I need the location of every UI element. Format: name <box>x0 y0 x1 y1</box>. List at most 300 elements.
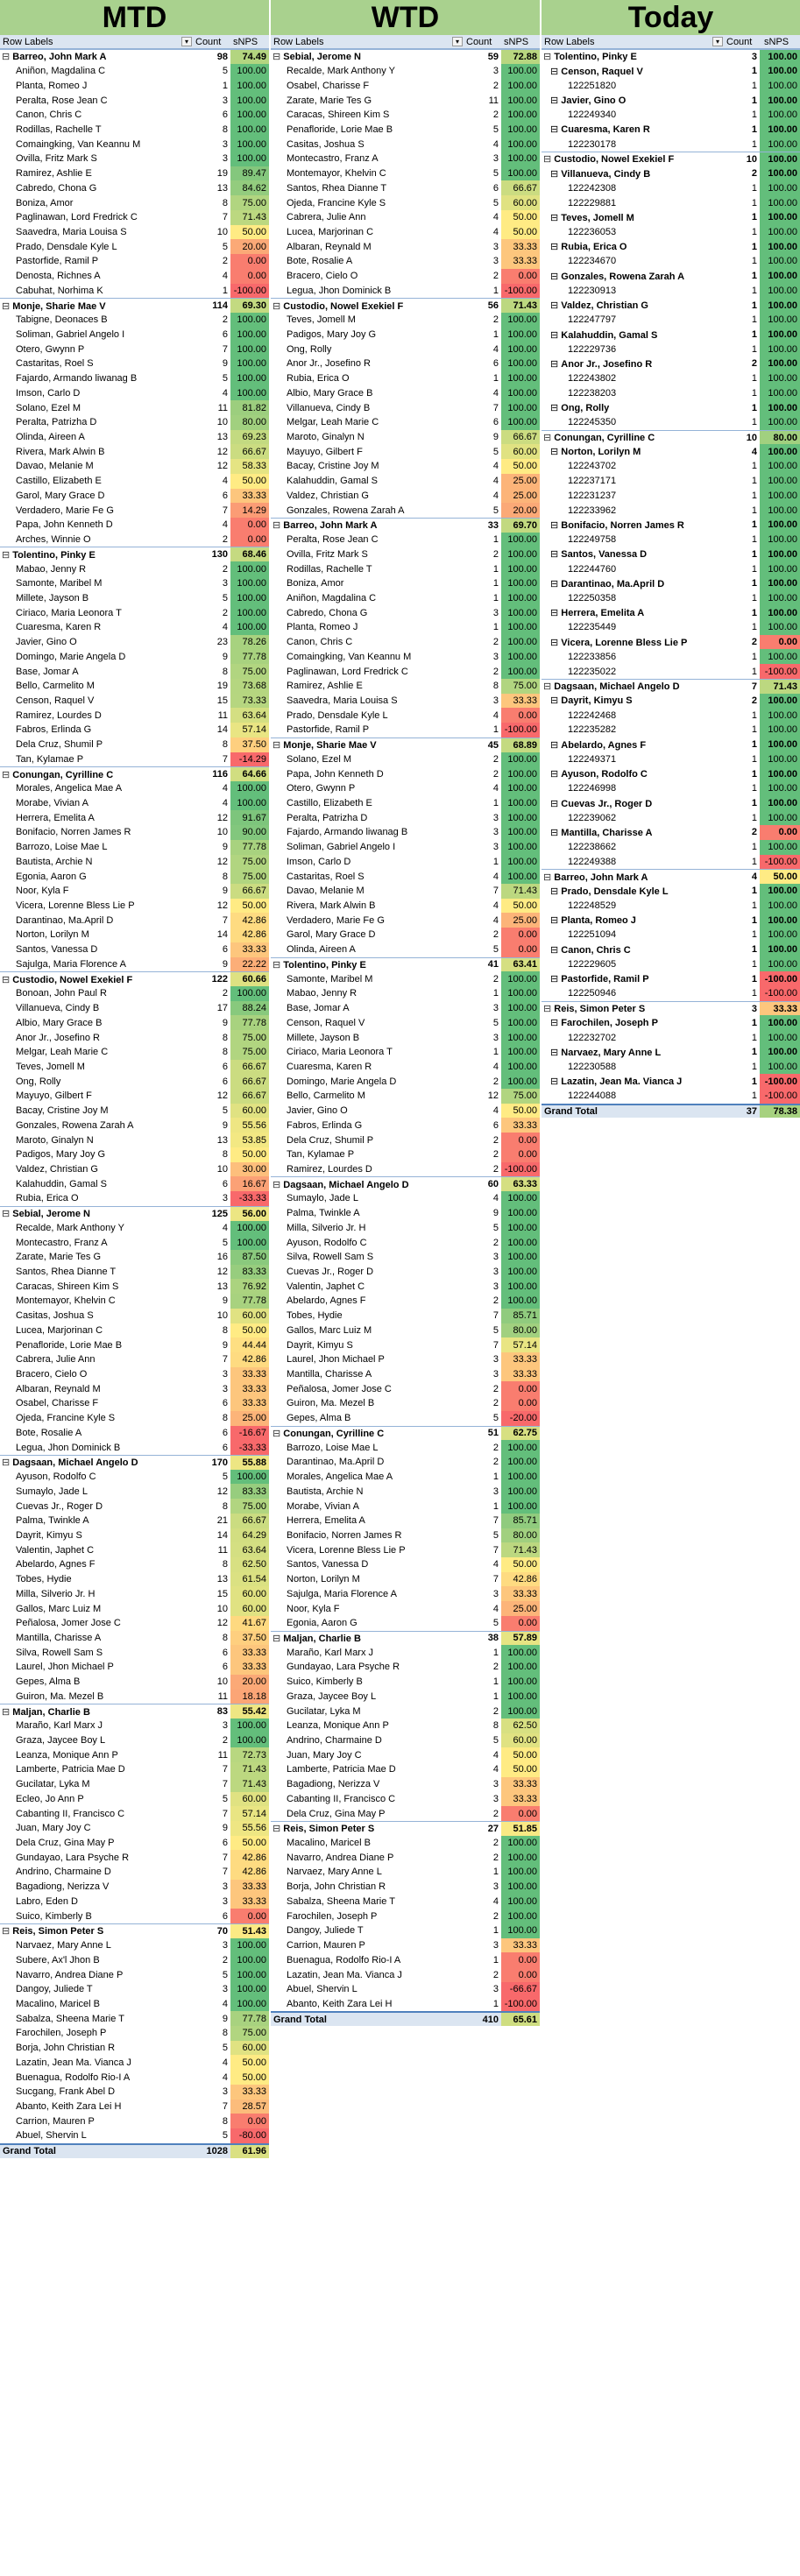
member-row <box>0 957 269 972</box>
row-label: Base, Jomar A <box>16 666 79 677</box>
snps-cell: 83.33 <box>230 1484 269 1499</box>
count-cell: 5 <box>492 944 499 956</box>
row-label: 122229736 <box>568 343 617 355</box>
count-cell: 21 <box>216 1515 228 1527</box>
count-cell: 5 <box>222 1237 228 1248</box>
count-cell: 27 <box>487 1823 499 1834</box>
row-label: Mantilla, Charisse A <box>287 1369 372 1380</box>
ticket-row <box>542 1089 800 1104</box>
count-cell: 2 <box>492 1705 499 1717</box>
count-cell: 1 <box>751 548 757 560</box>
snps-cell: 100.00 <box>501 825 540 840</box>
ticket-row <box>542 708 800 723</box>
snps-cell: 25.00 <box>501 489 540 504</box>
snps-cell: 33.33 <box>230 1396 269 1411</box>
row-label: 122250946 <box>568 988 617 999</box>
snps-cell: 68.46 <box>230 547 269 561</box>
row-label: Noor, Kyla F <box>16 886 69 897</box>
row-label: 122233962 <box>568 505 617 516</box>
count-cell: 3 <box>492 842 499 853</box>
count-cell: 13 <box>216 1134 228 1146</box>
group-row[interactable] <box>542 1001 800 1016</box>
member-row <box>271 386 540 401</box>
group-row[interactable] <box>271 1176 540 1191</box>
snps-cell: -100.00 <box>501 723 540 738</box>
member-row[interactable] <box>542 298 800 313</box>
ticket-row <box>542 489 800 504</box>
snps-cell: 66.67 <box>230 1074 269 1089</box>
count-cell: 3 <box>492 1486 499 1497</box>
group-row[interactable] <box>271 298 540 313</box>
row-label: Borja, John Christian R <box>16 2043 116 2054</box>
member-row[interactable] <box>542 694 800 709</box>
group-row[interactable] <box>542 152 800 166</box>
count-cell: 4 <box>492 1061 499 1072</box>
row-label: Rodillas, Rachelle T <box>16 124 102 135</box>
member-row[interactable] <box>542 942 800 957</box>
count-cell: 1 <box>751 798 757 809</box>
snps-cell: 75.00 <box>230 855 269 870</box>
member-row[interactable] <box>542 444 800 459</box>
member-row <box>271 942 540 957</box>
group-row[interactable] <box>0 971 269 986</box>
member-row[interactable] <box>542 547 800 561</box>
member-row <box>271 1265 540 1280</box>
count-cell: 8 <box>222 1559 228 1570</box>
row-label: ⊟ Ayuson, Rodolfo C <box>542 768 735 780</box>
member-row[interactable] <box>542 1074 800 1089</box>
row-label: Legua, Jhon Dominick B <box>287 285 392 296</box>
count-cell: 3 <box>492 1779 499 1790</box>
member-row[interactable] <box>542 328 800 342</box>
filter-dropdown-icon[interactable]: ▾ <box>181 37 192 46</box>
member-row[interactable] <box>542 1045 800 1060</box>
filter-dropdown-icon[interactable]: ▾ <box>452 37 463 46</box>
ticket-row <box>542 664 800 679</box>
group-row[interactable] <box>271 1426 540 1441</box>
ticket-row <box>542 899 800 914</box>
member-row <box>271 400 540 415</box>
count-cell: 1 <box>751 1061 757 1072</box>
count-cell: 7 <box>222 1764 228 1775</box>
row-label: Noor, Kyla F <box>287 1603 340 1614</box>
snps-cell: 100.00 <box>760 50 800 64</box>
member-row[interactable] <box>542 356 800 371</box>
snps-cell: 81.82 <box>230 400 269 415</box>
snps-cell: 100.00 <box>760 796 800 811</box>
count-cell: 12 <box>216 1618 228 1629</box>
snps-cell: 14.29 <box>230 503 269 518</box>
member-row <box>0 1952 269 1967</box>
snps-cell: -16.67 <box>230 1426 269 1441</box>
row-label: Morabe, Vivian A <box>16 798 88 809</box>
snps-cell: 69.23 <box>230 430 269 445</box>
group-row[interactable] <box>0 547 269 561</box>
count-cell: 17 <box>216 1003 228 1014</box>
member-row[interactable] <box>542 913 800 928</box>
row-label: ⊟ Mantilla, Charisse A <box>542 827 735 838</box>
member-row <box>271 1997 540 2012</box>
row-label: Dangoy, Juliede T <box>16 1984 93 1995</box>
count-cell: 4 <box>222 2057 228 2068</box>
snps-cell: 100.00 <box>501 1191 540 1206</box>
member-row <box>271 1030 540 1045</box>
member-row <box>0 1265 269 1280</box>
member-row[interactable] <box>542 1015 800 1030</box>
member-row <box>0 430 269 445</box>
snps-cell: 57.14 <box>230 1806 269 1821</box>
row-label: Gepes, Alma B <box>287 1413 351 1424</box>
row-label: Carrion, Mauren P <box>16 2115 95 2127</box>
snps-cell: 33.33 <box>230 2085 269 2100</box>
member-row <box>0 180 269 195</box>
member-row <box>271 1133 540 1147</box>
member-row[interactable] <box>542 605 800 620</box>
member-row[interactable] <box>542 210 800 225</box>
snps-cell: 100.00 <box>501 108 540 123</box>
count-cell: 4 <box>222 798 228 809</box>
count-cell: 5 <box>222 1471 228 1483</box>
member-row[interactable] <box>542 635 800 650</box>
count-cell: 12 <box>216 446 228 457</box>
snps-cell: 50.00 <box>230 474 269 489</box>
ticket-row <box>542 195 800 210</box>
group-row[interactable] <box>271 957 540 972</box>
snps-cell: 100.00 <box>501 766 540 781</box>
count-cell: 12 <box>216 1090 228 1102</box>
member-row <box>271 1880 540 1895</box>
snps-cell: 100.00 <box>501 1645 540 1660</box>
row-label: Millete, Jayson B <box>16 592 89 603</box>
row-label: Lucea, Marjorinan C <box>287 226 374 237</box>
snps-cell: 100.00 <box>501 547 540 561</box>
row-label: Bautista, Archie N <box>287 1486 364 1497</box>
member-row <box>0 328 269 342</box>
snps-cell: 100.00 <box>230 1938 269 1953</box>
snps-cell: 77.78 <box>230 649 269 664</box>
count-cell: 1 <box>751 197 757 208</box>
group-row[interactable] <box>542 869 800 884</box>
count-cell: 1 <box>492 724 499 736</box>
group-row[interactable] <box>271 738 540 752</box>
member-row <box>271 1089 540 1104</box>
count-cell: 125 <box>211 1208 228 1219</box>
mtd-panel <box>0 0 269 2158</box>
snps-cell: 100.00 <box>501 855 540 870</box>
count-cell: 2 <box>492 1442 499 1453</box>
row-label: Papa, John Kenneth D <box>16 519 113 531</box>
member-row <box>0 1176 269 1191</box>
member-row[interactable] <box>542 64 800 79</box>
snps-cell: 50.00 <box>501 225 540 240</box>
count-cell: 2 <box>222 563 228 575</box>
count-cell: 4 <box>222 783 228 794</box>
snps-cell: -100.00 <box>760 1089 800 1104</box>
member-row[interactable] <box>542 971 800 986</box>
member-row[interactable] <box>542 400 800 415</box>
member-row <box>0 1806 269 1821</box>
member-row <box>0 356 269 371</box>
snps-cell: 53.85 <box>230 1133 269 1147</box>
count-cell: 1 <box>492 563 499 575</box>
member-row <box>271 1221 540 1236</box>
count-cell: 4 <box>222 519 228 531</box>
ticket-row <box>542 342 800 356</box>
count-cell: 1 <box>751 709 757 721</box>
row-label: 122244088 <box>568 1090 617 1102</box>
member-row <box>271 108 540 123</box>
row-label: Suico, Kimberly B <box>16 1910 92 1922</box>
group-row[interactable] <box>271 518 540 533</box>
row-label: Palma, Twinkle A <box>16 1515 89 1527</box>
member-row <box>0 840 269 855</box>
ticket-row <box>542 225 800 240</box>
count-cell: 1 <box>492 373 499 385</box>
member-row[interactable] <box>542 576 800 591</box>
snps-cell: 44.44 <box>230 1337 269 1352</box>
snps-cell: 100.00 <box>760 459 800 474</box>
row-label: Dela Cruz, Gina May P <box>16 1838 115 1849</box>
row-label: Maraño, Karl Marx J <box>16 1720 103 1732</box>
count-cell: 1 <box>751 212 757 223</box>
row-label: Saavedra, Maria Louisa S <box>16 226 127 237</box>
member-row <box>0 108 269 123</box>
snps-cell: 100.00 <box>230 386 269 401</box>
member-row <box>0 664 269 679</box>
count-cell: 1 <box>751 592 757 603</box>
snps-cell: 100.00 <box>230 313 269 328</box>
filter-dropdown-icon[interactable]: ▾ <box>712 37 723 46</box>
member-row[interactable] <box>542 884 800 899</box>
member-row <box>271 1762 540 1777</box>
group-row[interactable] <box>0 1206 269 1221</box>
count-cell: 4 <box>492 1895 499 1907</box>
group-row[interactable] <box>271 1821 540 1836</box>
group-row[interactable] <box>0 1704 269 1719</box>
member-row <box>0 64 269 79</box>
member-row <box>0 2100 269 2114</box>
row-label: Grand Total <box>544 1106 598 1118</box>
count-cell: 10 <box>216 1310 228 1322</box>
member-row <box>271 1660 540 1675</box>
snps-cell: 100.00 <box>501 1001 540 1016</box>
snps-cell: 42.86 <box>230 1865 269 1880</box>
snps-cell: 100.00 <box>501 1470 540 1485</box>
count-cell: 4 <box>492 783 499 794</box>
ticket-row <box>542 313 800 328</box>
member-row <box>0 899 269 914</box>
count-cell: 9 <box>222 1339 228 1351</box>
snps-cell: 75.00 <box>230 1499 269 1514</box>
snps-cell: 100.00 <box>760 371 800 386</box>
snps-cell: 65.61 <box>501 2013 540 2026</box>
snps-cell: 42.86 <box>230 1352 269 1367</box>
count-cell: 16 <box>216 1252 228 1263</box>
snps-cell: -33.33 <box>230 1191 269 1206</box>
count-cell: 2 <box>492 1237 499 1248</box>
member-row[interactable] <box>542 825 800 840</box>
ticket-row <box>542 752 800 767</box>
count-cell: 8 <box>222 1324 228 1336</box>
count-cell: 7 <box>492 886 499 897</box>
member-row <box>271 1704 540 1719</box>
panel-title: WTD <box>271 0 540 35</box>
member-row <box>271 1865 540 1880</box>
member-row[interactable] <box>542 269 800 284</box>
row-label: Imson, Carlo D <box>287 856 351 867</box>
group-row[interactable] <box>0 1923 269 1938</box>
count-cell: 2 <box>751 168 757 180</box>
snps-cell: 100.00 <box>230 1967 269 1982</box>
row-label: ⊟ Barreo, John Mark A <box>542 872 735 883</box>
snps-cell: 100.00 <box>760 899 800 914</box>
row-label: Farochilen, Joseph P <box>287 1910 378 1922</box>
snps-cell: 69.30 <box>230 299 269 313</box>
ticket-row <box>542 957 800 972</box>
row-label: Buenagua, Rodolfo Rio-I A <box>287 1954 401 1966</box>
count-cell: 5 <box>222 592 228 603</box>
snps-cell: 100.00 <box>501 356 540 371</box>
row-label: Pastorfide, Ramil P <box>16 256 99 267</box>
member-row[interactable] <box>542 796 800 811</box>
count-cell: 116 <box>212 769 228 780</box>
snps-cell: 100.00 <box>760 1045 800 1060</box>
snps-cell: 63.41 <box>501 958 540 972</box>
group-row[interactable] <box>542 430 800 445</box>
snps-cell: 100.00 <box>760 591 800 606</box>
row-label: Villanueva, Cindy B <box>16 1003 100 1014</box>
group-row[interactable] <box>542 49 800 64</box>
member-row <box>271 195 540 210</box>
snps-cell: 83.33 <box>230 1265 269 1280</box>
member-row <box>0 796 269 811</box>
group-row[interactable] <box>542 679 800 694</box>
row-label: Barrozo, Loise Mae L <box>287 1442 379 1453</box>
row-label: Dela Cruz, Shumil P <box>16 739 103 751</box>
snps-cell: 100.00 <box>501 576 540 591</box>
member-row[interactable] <box>542 738 800 752</box>
member-row[interactable] <box>542 166 800 181</box>
count-cell: 1 <box>751 842 757 853</box>
group-row[interactable] <box>0 298 269 313</box>
member-row <box>0 78 269 93</box>
snps-cell: 57.14 <box>501 1337 540 1352</box>
member-row[interactable] <box>542 239 800 254</box>
row-label: 122249340 <box>568 109 617 121</box>
count-cell: 4 <box>492 900 499 912</box>
member-row <box>271 180 540 195</box>
row-label: Arches, Winnie O <box>16 534 91 546</box>
count-cell: 1 <box>492 329 499 341</box>
group-row[interactable] <box>0 1455 269 1470</box>
snps-cell: 80.00 <box>501 1528 540 1543</box>
member-row <box>271 93 540 108</box>
snps-cell: 100.00 <box>501 313 540 328</box>
member-row <box>271 415 540 430</box>
count-cell: 5 <box>492 197 499 208</box>
member-row <box>271 1675 540 1690</box>
count-cell: 1 <box>751 329 757 341</box>
row-label: ⊟ Narvaez, Mary Anne L <box>542 1047 735 1058</box>
member-row <box>0 239 269 254</box>
snps-cell: 33.33 <box>230 942 269 957</box>
row-label: Cuaresma, Karen R <box>16 622 102 633</box>
count-cell: 1 <box>492 856 499 867</box>
member-row <box>0 1337 269 1352</box>
snps-cell: 0.00 <box>501 1616 540 1631</box>
count-cell: 6 <box>222 1647 228 1658</box>
count-cell: 19 <box>216 168 228 180</box>
count-cell: 8 <box>222 871 228 882</box>
row-label: Guiron, Ma. Mezel B <box>16 1690 104 1702</box>
snps-cell: 60.00 <box>230 1104 269 1119</box>
count-cell: 2 <box>751 827 757 838</box>
member-row <box>271 1309 540 1323</box>
ticket-row <box>542 855 800 870</box>
row-label: ⊟ Tolentino, Pinky E <box>0 549 206 561</box>
row-label: Macalino, Maricel B <box>16 1998 100 2009</box>
group-row[interactable] <box>0 49 269 64</box>
member-row <box>0 1147 269 1162</box>
count-cell: 5 <box>492 1017 499 1028</box>
count-cell: 1 <box>751 476 757 487</box>
member-row <box>0 444 269 459</box>
snps-cell: -100.00 <box>501 284 540 299</box>
count-cell: 4 <box>492 1749 499 1761</box>
count-cell: 4 <box>492 871 499 882</box>
group-row[interactable] <box>271 49 540 64</box>
member-row <box>271 1601 540 1616</box>
count-cell: 4 <box>492 1603 499 1614</box>
member-row[interactable] <box>542 93 800 108</box>
snps-cell: 100.00 <box>760 1015 800 1030</box>
row-label: Santos, Rhea Dianne T <box>287 182 387 194</box>
snps-cell: 100.00 <box>230 561 269 576</box>
member-row[interactable] <box>542 766 800 781</box>
count-cell: 1 <box>222 285 228 296</box>
snps-cell: 100.00 <box>501 1045 540 1060</box>
row-label: Maroto, Ginalyn N <box>287 432 365 443</box>
member-row <box>0 1484 269 1499</box>
member-row <box>0 1895 269 1909</box>
count-cell: 11 <box>217 709 228 721</box>
count-cell: 1 <box>751 300 757 311</box>
snps-cell: 33.33 <box>501 1352 540 1367</box>
row-label: ⊟ Reis, Simon Peter S <box>0 1925 206 1937</box>
snps-cell: 100.00 <box>501 620 540 635</box>
snps-cell: 100.00 <box>501 986 540 1001</box>
row-label: Penafloride, Lorie Mae B <box>16 1339 123 1351</box>
count-cell: 7 <box>492 1310 499 1322</box>
group-row[interactable] <box>0 766 269 781</box>
member-row[interactable] <box>542 123 800 138</box>
ticket-row <box>542 415 800 430</box>
count-cell: 6 <box>222 1662 228 1673</box>
count-cell: 4 <box>751 446 757 457</box>
snps-cell: 20.00 <box>501 503 540 518</box>
ticket-row <box>542 620 800 635</box>
snps-cell: 55.56 <box>230 1821 269 1836</box>
member-row[interactable] <box>542 518 800 533</box>
count-cell: 33 <box>487 519 499 531</box>
group-row[interactable] <box>271 1631 540 1646</box>
row-label: Sabalza, Sheena Marie T <box>16 2013 124 2024</box>
count-cell: 13 <box>216 1281 228 1292</box>
snps-cell: 57.14 <box>230 723 269 738</box>
member-row <box>271 1733 540 1748</box>
member-row <box>0 1411 269 1426</box>
member-row <box>0 254 269 269</box>
